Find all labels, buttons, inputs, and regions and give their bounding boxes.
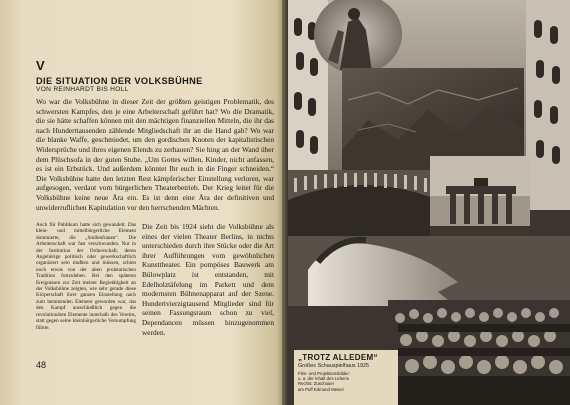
chapter-number: V bbox=[36, 58, 45, 73]
photomontage bbox=[288, 0, 570, 405]
arena-photo bbox=[288, 170, 438, 240]
chapter-author: VON REINHARDT BIS HOLL bbox=[36, 86, 129, 93]
page-number: 48 bbox=[36, 360, 47, 370]
brandenburg-gate-photo bbox=[430, 156, 530, 250]
crowd-photo bbox=[388, 300, 570, 405]
caption-title: „TROTZ ALLEDEM“ bbox=[298, 353, 378, 362]
column-paragraph: Die Zeit bis 1924 sieht die Volksbühne als eines der vielen Theater Berlins, in nichts unterschieden durch ihre Stücke oder die Art ihrer Aufführungen vom gewöhnlichen Kunsttheater. Ein pompöses Bauwerk am Bülowplatz ist entstanden, mit Edelholztäfelung im Parkett und dem modernsten Bühnenapparat auf der Szene. Hundertvierzigtausend Mitglieder sind für seinen Fassungsraum schon zu viel, Dependancen müssen hinzugenommen werden. bbox=[142, 222, 274, 337]
caption-credit-line: am Puff Edmund Meisel bbox=[298, 386, 344, 392]
aside-paragraph: Auch für Publikum hatte sich gewandelt. Das klein- und mittelbürgerliche Element dominierte, die „Stullenfrauen“. Die Arbeiterschaft war fast verschwunden. Nur in der Institution der Ordnerschaft, deren Angehörige politisch oder gewerkschaftlich organisiert sein mußten und müssen, schien noch etwas von der alten proletarischen Tradition fortzuleben. Bei den späteren Ereignissen zur Zeit meiner Regietätigkeit an der Volksbühne zeigten, wie sehr gerade diese Körperschaft ihrer ganzen Einstellung nach zum hemmenden Element geworden war, das den Kampf ausschließlich gegen die revolutionären Elemente innerhalb des Vereins, statt gegen seine kleinbürgerliche Versumpfung führte. bbox=[36, 222, 136, 331]
caption-credit-line: Film- und Projektionsbilder: bbox=[298, 371, 351, 376]
photo-caption bbox=[294, 350, 398, 405]
caption-subtitle: Großes Schauspielhaus 1925 bbox=[298, 363, 370, 369]
ruins-photo bbox=[342, 68, 524, 170]
right-page bbox=[288, 0, 570, 405]
body-paragraph: Wo war die Volksbühne in dieser Zeit der größten geistigen Problematik, des schwersten Kampfes, den je eine Arbeiterschaft geführt hat? Wo die Dramatik, die sie hätte schaffen können mit den mächtigen finanziellen Mitteln, die ihr das nach Hunderttausenden zählende Mitgliedschaft ihr an die Hand gab? Wo war die blanke Waffe, geschmiedet, um den gordischen Knoten der kapitalistischen Widersprüche und ihres eigenen Elends zu zerhauen? Sie hing an der Wand über dem Plüschsofa in der guten Stube. „Um Gottes willen, Kinder, nicht anfassen, es ist ein Erbstück. Und außerdem könntet Ihr euch in die Finger schneiden.“ Die Volksbühne hatte den letzten Rest kämpferischer Einstellung verloren, war aufgesogen, verdaut vom bürgerlichen Theaterbetrieb. Der Krieg leitet für die Volksbühne keine neue Ära ein. Es ist denn eine Ära der definitiven und unwiderruflichen Kapitulation vor den herrschenden Mächten. bbox=[36, 97, 274, 212]
caption-credit-line: Rechts: Zuschauer bbox=[298, 381, 335, 387]
lower-columns bbox=[36, 222, 274, 352]
face-profile-photo bbox=[288, 236, 570, 306]
caption-credits bbox=[298, 371, 394, 392]
caption-credit-line: u. a. der Inhalt des Lebens bbox=[298, 376, 349, 382]
chapter-title: DIE SITUATION DER VOLKSBÜHNE bbox=[36, 76, 203, 86]
